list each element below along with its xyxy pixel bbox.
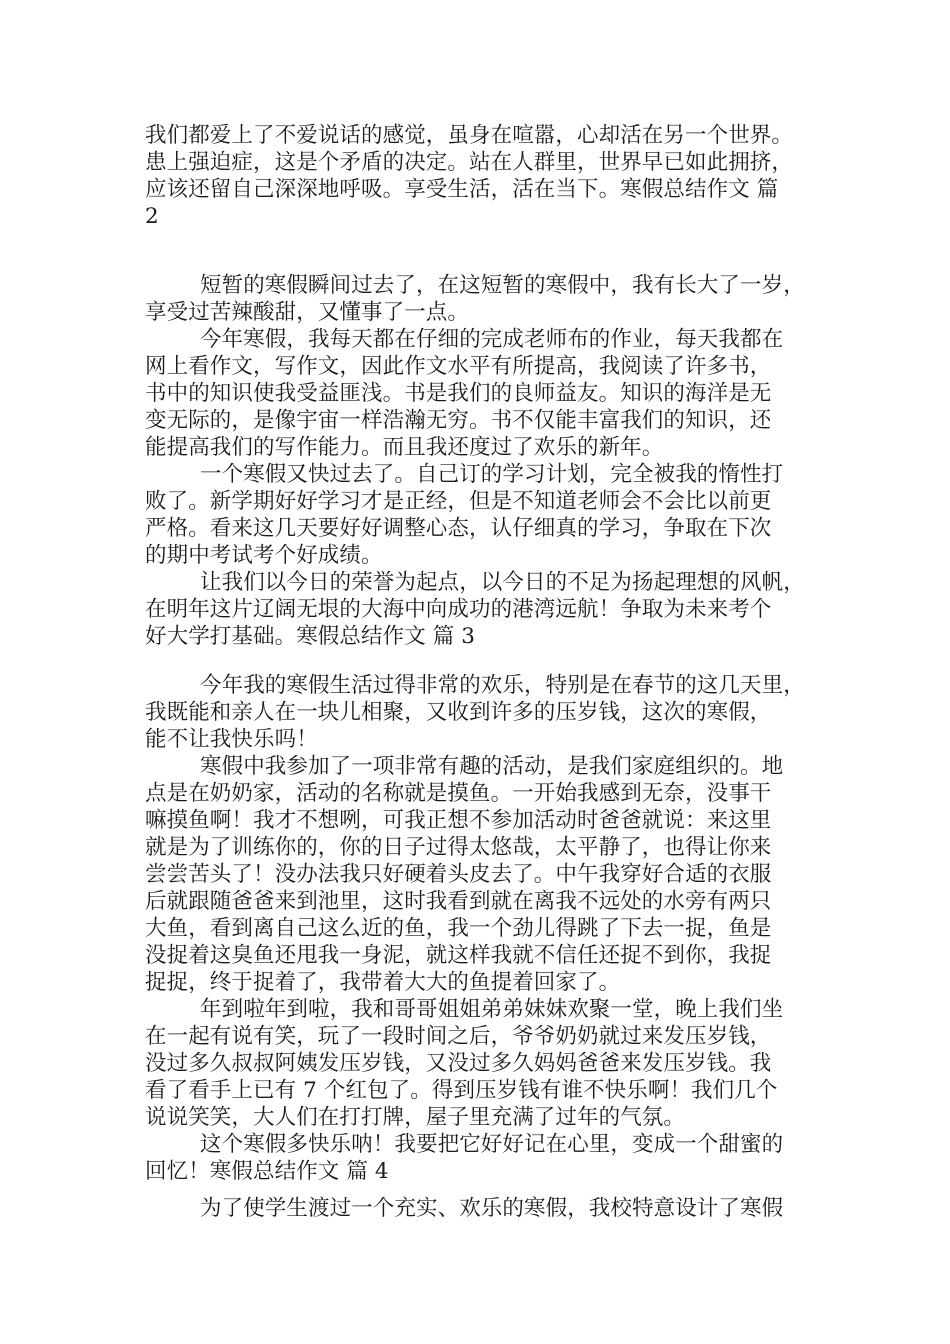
paragraph-first-line: 让我们以今日的荣誉为起点，以今日的不足为扬起理想的风帆， <box>200 570 805 595</box>
text-line: 尝尝苦头了！没办法我只好硬着头皮去了。中午我穿好合适的衣服 <box>145 862 772 887</box>
text-line: 网上看作文，写作文，因此作文水平有所提高，我阅读了许多书， <box>145 354 772 379</box>
paragraph-first-line: 寒假中我参加了一项非常有趣的活动，是我们家庭组织的。地 <box>200 754 784 779</box>
text-line: 败了。新学期好好学习才是正经，但是不知道老师会不会比以前更 <box>145 489 772 514</box>
text-line: 患上强迫症，这是个矛盾的决定。站在人群里，世界早已如此拥挤， <box>145 150 794 175</box>
paragraph-first-line: 这个寒假多快乐呐！我要把它好好记在心里，变成一个甜蜜的 <box>200 1132 784 1157</box>
text-line: 说说笑笑，大人们在打打牌，屋子里充满了过年的气氛。 <box>145 1105 686 1130</box>
text-line: 没捉着这臭鱼还甩我一身泥，就这样我就不信任还捉不到你，我捉 <box>145 943 772 968</box>
paragraph-first-line: 今年我的寒假生活过得非常的欢乐，特别是在春节的这几天里， <box>200 673 805 698</box>
text-line: 点是在奶奶家，活动的名称就是摸鱼。一开始我感到无奈，没事干 <box>145 781 772 806</box>
text-line: 严格。看来这几天要好好调整心态，认仔细真的学习，争取在下次 <box>145 516 772 541</box>
text-line: 没过多久叔叔阿姨发压岁钱，又没过多久妈妈爸爸来发压岁钱。我 <box>145 1051 772 1076</box>
text-line: 捉捉，终于捉着了，我带着大大的鱼提着回家了。 <box>145 970 621 995</box>
text-line: 后就跟随爸爸来到池里，这时我看到就在离我不远处的水旁有两只 <box>145 889 772 914</box>
text-line: 在一起有说有笑，玩了一段时间之后，爷爷奶奶就过来发压岁钱， <box>145 1024 772 1049</box>
text-line: 我既能和亲人在一块儿相聚，又收到许多的压岁钱，这次的寒假， <box>145 700 772 725</box>
text-line: 大鱼，看到离自己这么近的鱼，我一个劲儿得跳了下去一捉，鱼是 <box>145 916 772 941</box>
text-line: 在明年这片辽阔无垠的大海中向成功的港湾远航！争取为未来考个 <box>145 597 772 622</box>
text-line: 应该还留自己深深地呼吸。享受生活，活在当下。寒假总结作文 篇 <box>145 177 779 202</box>
text-line: 变无际的，是像宇宙一样浩瀚无穷。书不仅能丰富我们的知识，还 <box>145 408 772 433</box>
text-line: 享受过苦辣酸甜，又懂事了一点。 <box>145 300 470 325</box>
paragraph-first-line: 今年寒假，我每天都在仔细的完成老师布的作业，每天我都在 <box>200 327 784 352</box>
text-line: 好大学打基础。寒假总结作文 篇 3 <box>145 624 476 649</box>
text-line: 我们都爱上了不爱说话的感觉，虽身在喧嚣，心却活在另一个世界。 <box>145 123 794 148</box>
text-line: 能提高我们的写作能力。而且我还度过了欢乐的新年。 <box>145 435 664 460</box>
text-line: 2 <box>145 204 159 229</box>
text-line: 看了看手上已有 7 个红包了。得到压岁钱有谁不快乐啊！我们几个 <box>145 1078 778 1103</box>
paragraph-first-line: 短暂的寒假瞬间过去了，在这短暂的寒假中，我有长大了一岁， <box>200 273 805 298</box>
text-line: 能不让我快乐吗！ <box>145 727 318 752</box>
paragraph-first-line: 为了使学生渡过一个充实、欢乐的寒假，我校特意设计了寒假 <box>200 1196 784 1221</box>
paragraph-first-line: 年到啦年到啦，我和哥哥姐姐弟弟妹妹欢聚一堂，晚上我们坐 <box>200 997 784 1022</box>
text-line: 回忆！寒假总结作文 篇 4 <box>145 1159 389 1184</box>
text-line: 嘛摸鱼啊！我才不想咧，可我正想不参加活动时爸爸就说：来这里 <box>145 808 772 833</box>
paragraph-first-line: 一个寒假又快过去了。自己订的学习计划，完全被我的惰性打 <box>200 462 784 487</box>
text-line: 书中的知识使我受益匪浅。书是我们的良师益友。知识的海洋是无 <box>145 381 772 406</box>
text-line: 就是为了训练你的，你的日子过得太悠哉，太平静了，也得让你来 <box>145 835 772 860</box>
text-line: 的期中考试考个好成绩。 <box>145 543 383 568</box>
